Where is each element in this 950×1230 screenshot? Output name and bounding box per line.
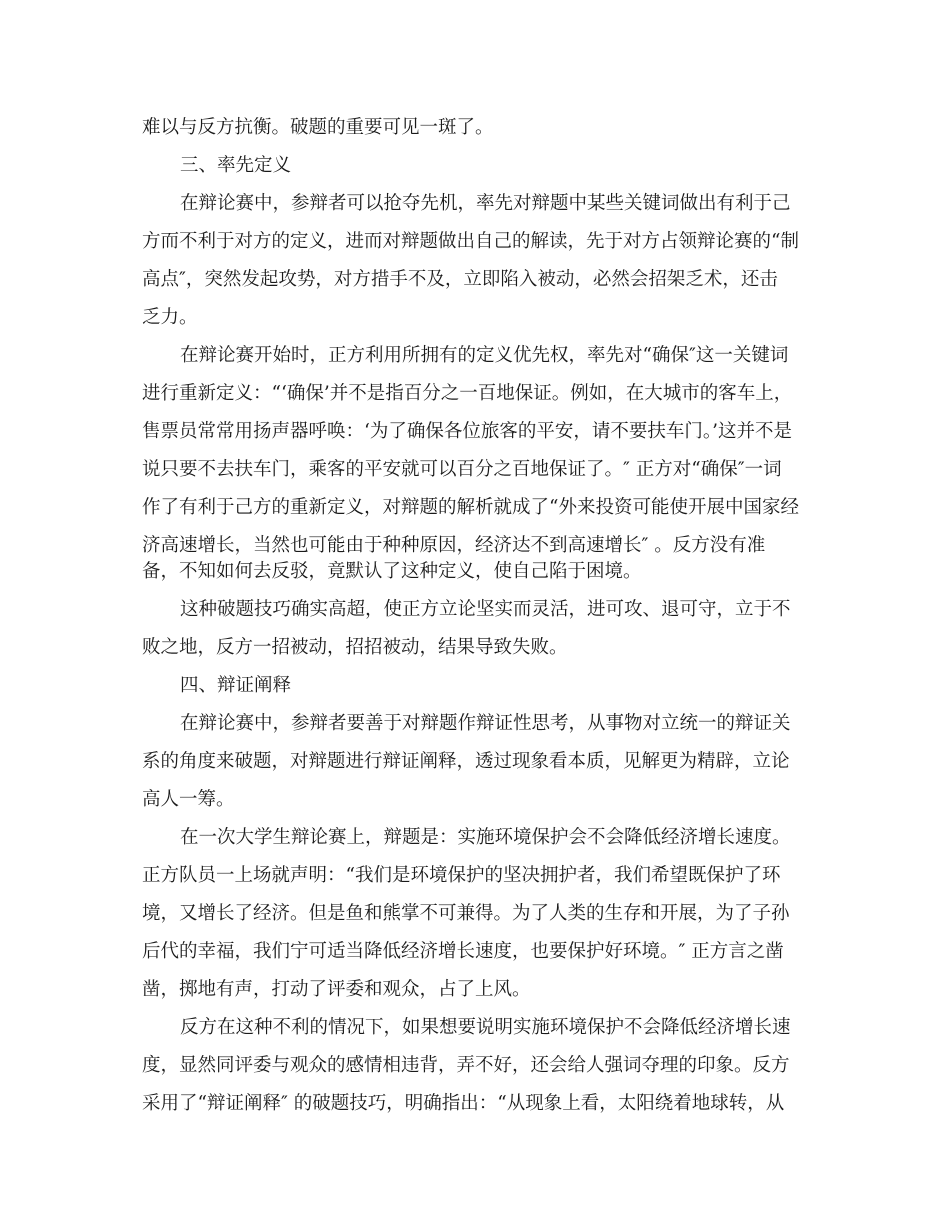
text-line: 在辩论赛中，参辩者可以抢夺先机，率先对辩题中某些关键词做出有利于己 <box>180 193 791 214</box>
text-line: 方而不利于对方的定义，进而对辩题做出自己的解读，先于对方占领辩论赛的“制 <box>142 231 799 252</box>
text-line: 难以与反方抗衡。破题的重要可见一斑了。 <box>142 117 494 138</box>
text-line: 后代的幸福，我们宁可适当降低经济增长速度，也要保护好环境。″ 正方言之凿 <box>142 941 784 962</box>
text-line: 正方队员一上场就声明：“我们是环境保护的坚决拥护者，我们希望既保护了环 <box>142 865 781 886</box>
text-line: 这种破题技巧确实高超，使正方立论坚实而灵活，进可攻、退可守，立于不 <box>180 599 791 620</box>
text-line: 作了有利于己方的重新定义，对辩题的解析就成了“外来投资可能使开展中国家经 <box>142 497 799 518</box>
text-line: 度，显然同评委与观众的感情相违背，弄不好，还会给人强词夺理的印象。反方 <box>142 1055 790 1076</box>
text-line: 反方在这种不利的情况下，如果想要说明实施环境保护不会降低经济增长速 <box>180 1017 791 1038</box>
text-line: 售票员常常用扬声器呼唤：‘为了确保各位旅客的平安，请不要扶车门。’这并不是 <box>142 421 793 442</box>
text-line: 败之地，反方一招被动，招招被动，结果导致失败。 <box>142 637 568 658</box>
text-line: 采用了“辩证阐释″ 的破题技巧，明确指出：“从现象上看，太阳绕着地球转，从 <box>142 1093 785 1114</box>
text-line: 在一次大学生辩论赛上，辩题是：实施环境保护会不会降低经济增长速度。 <box>180 827 791 848</box>
text-line: 凿，掷地有声，打动了评委和观众，占了上风。 <box>142 979 531 1000</box>
text-line: 备，不知如何去反驳，竟默认了这种定义，使自己陷于困境。 <box>142 561 642 582</box>
text-line: 进行重新定义：“‘确保’并不是指百分之一百地保证。例如，在大城市的客车上， <box>142 383 793 404</box>
text-line: 高点″，突然发起攻势，对方措手不及，立即陷入被动，必然会招架乏术，还击 <box>142 269 778 290</box>
section-heading: 三、率先定义 <box>180 155 292 176</box>
section-heading: 四、辩证阐释 <box>180 675 292 696</box>
text-line: 在辩论赛开始时，正方利用所拥有的定义优先权，率先对“确保″这一关键词 <box>180 345 789 366</box>
text-line: 在辩论赛中，参辩者要善于对辩题作辩证性思考，从事物对立统一的辩证关 <box>180 713 791 734</box>
text-line: 系的角度来破题，对辩题进行辩证阐释，透过现象看本质，见解更为精辟，立论 <box>142 751 790 772</box>
text-line: 说只要不去扶车门，乘客的平安就可以百分之百地保证了。″ 正方对“确保″一词 <box>142 459 782 480</box>
text-line: 乏力。 <box>142 307 198 328</box>
text-line: 高人一筹。 <box>142 789 235 810</box>
text-line: 济高速增长，当然也可能由于种种原因，经济达不到高速增长″ 。反方没有准 <box>142 535 766 556</box>
text-line: 境，又增长了经济。但是鱼和熊掌不可兼得。为了人类的生存和开展，为了子孙 <box>142 903 790 924</box>
